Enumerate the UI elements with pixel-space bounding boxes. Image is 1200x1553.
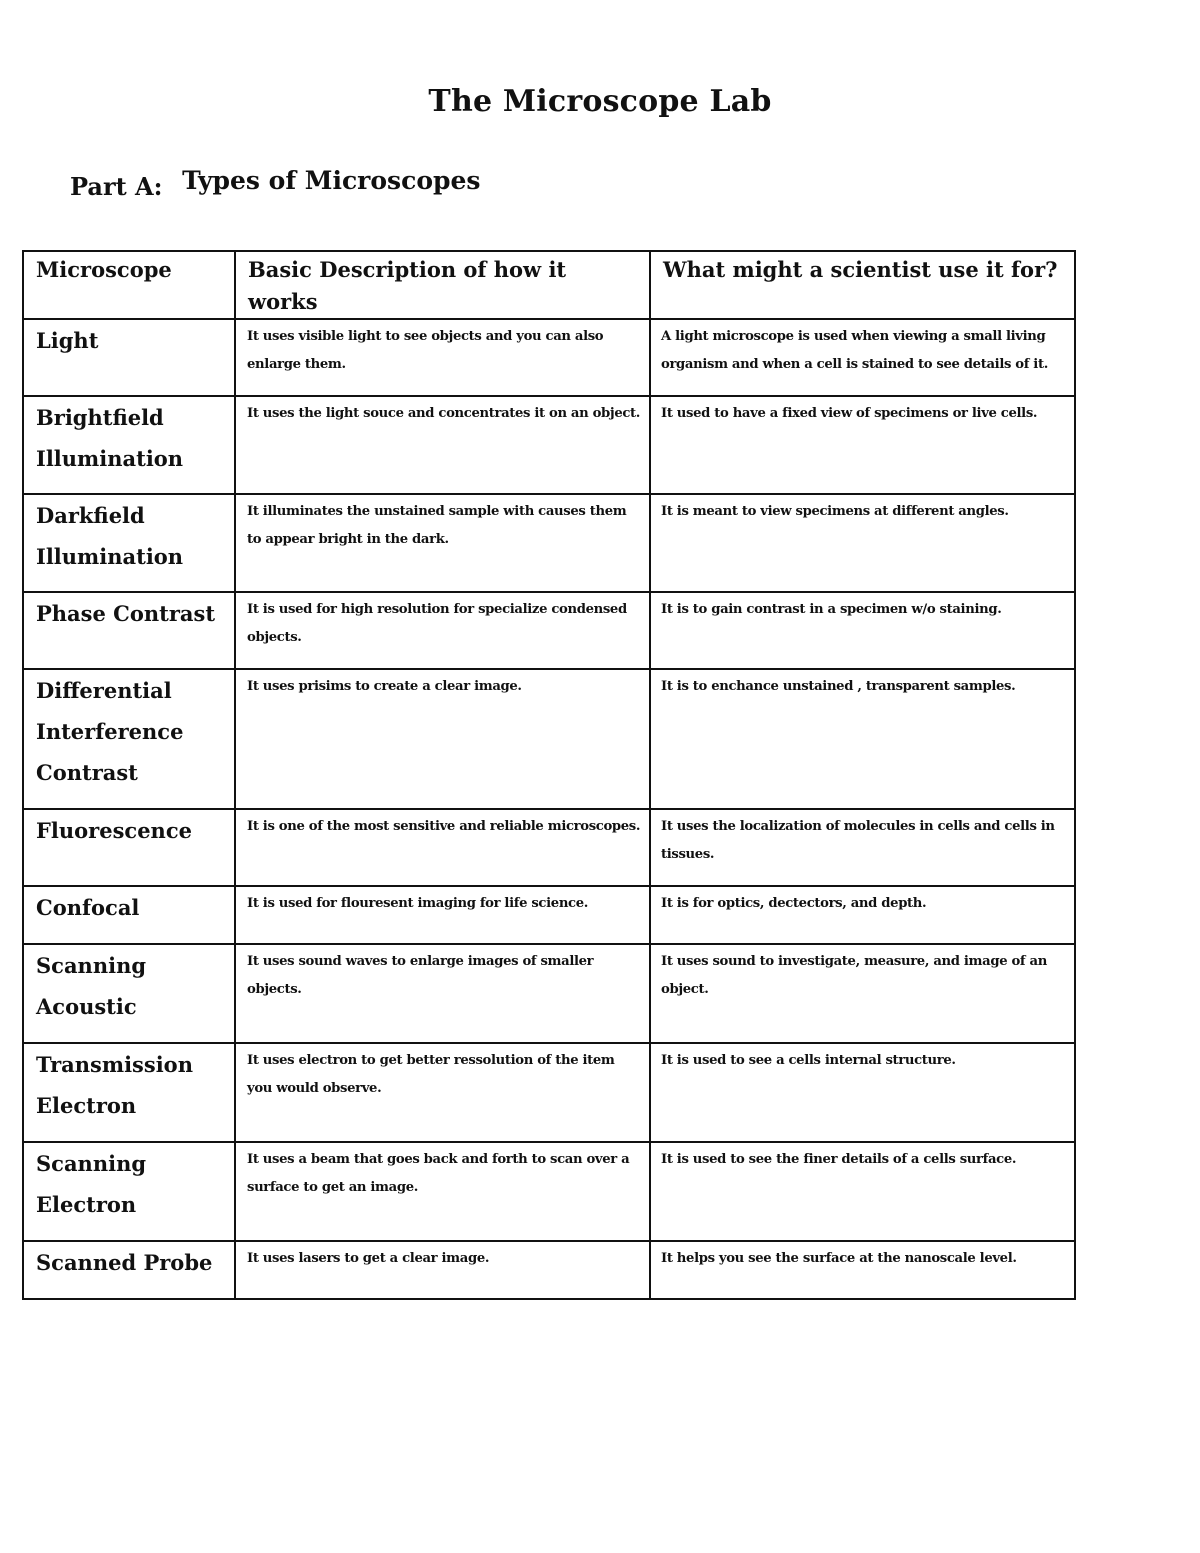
microscope-description: It uses a beam that goes back and forth to scan over a surface to get an image. bbox=[235, 1142, 650, 1241]
header-description: Basic Description of how it works bbox=[235, 251, 650, 319]
microscope-use: It uses the localization of molecules in cells and cells in tissues. bbox=[650, 809, 1075, 886]
microscope-use: It is used to see the finer details of a cells surface. bbox=[650, 1142, 1075, 1241]
microscope-description: It uses sound waves to enlarge images of smaller objects. bbox=[235, 944, 650, 1043]
microscope-use: It is to enchance unstained , transparent samples. bbox=[650, 669, 1075, 809]
microscope-name: Differential Interference Contrast bbox=[23, 669, 235, 809]
microscope-name: Scanning Acoustic bbox=[23, 944, 235, 1043]
table-row bbox=[23, 592, 1075, 669]
microscope-name: Fluorescence bbox=[23, 809, 235, 886]
microscope-use: It used to have a fixed view of specimens or live cells. bbox=[650, 396, 1075, 494]
table-row bbox=[23, 809, 1075, 886]
microscope-use: It is used to see a cells internal structure. bbox=[650, 1043, 1075, 1142]
table-row bbox=[23, 944, 1075, 1043]
table-row bbox=[23, 396, 1075, 494]
table-header-row bbox=[23, 251, 1075, 319]
microscope-use: It is meant to view specimens at different angles. bbox=[650, 494, 1075, 592]
microscope-use: It is for optics, dectectors, and depth. bbox=[650, 886, 1075, 944]
microscope-description: It is used for high resolution for specialize condensed objects. bbox=[235, 592, 650, 669]
microscope-description: It uses electron to get better ressolution of the item you would observe. bbox=[235, 1043, 650, 1142]
microscope-table bbox=[22, 250, 1076, 1300]
microscope-description: It uses lasers to get a clear image. bbox=[235, 1241, 650, 1299]
microscope-name: Phase Contrast bbox=[23, 592, 235, 669]
header-microscope: Microscope bbox=[23, 251, 235, 319]
microscope-use: A light microscope is used when viewing a small living organism and when a cell is stained to see details of it. bbox=[650, 319, 1075, 396]
table-row bbox=[23, 494, 1075, 592]
part-title: Types of Microscopes bbox=[182, 166, 481, 195]
table-row bbox=[23, 1241, 1075, 1299]
microscope-description: It uses prisims to create a clear image. bbox=[235, 669, 650, 809]
microscope-name: Transmission Electron bbox=[23, 1043, 235, 1142]
header-use: What might a scientist use it for? bbox=[650, 251, 1075, 319]
microscope-use: It helps you see the surface at the nanoscale level. bbox=[650, 1241, 1075, 1299]
microscope-name: Darkfield Illumination bbox=[23, 494, 235, 592]
microscope-name: Brightfield Illumination bbox=[23, 396, 235, 494]
part-label: Part A: bbox=[70, 172, 163, 201]
microscope-use: It uses sound to investigate, measure, and image of an object. bbox=[650, 944, 1075, 1043]
microscope-description: It is used for flouresent imaging for life science. bbox=[235, 886, 650, 944]
microscope-name: Confocal bbox=[23, 886, 235, 944]
table-row bbox=[23, 1043, 1075, 1142]
microscope-name: Light bbox=[23, 319, 235, 396]
microscope-description: It uses the light souce and concentrates it on an object. bbox=[235, 396, 650, 494]
microscope-description: It uses visible light to see objects and you can also enlarge them. bbox=[235, 319, 650, 396]
table-row bbox=[23, 886, 1075, 944]
microscope-description: It illuminates the unstained sample with causes them to appear bright in the dark. bbox=[235, 494, 650, 592]
microscope-description: It is one of the most sensitive and reliable microscopes. bbox=[235, 809, 650, 886]
document-title: The Microscope Lab bbox=[428, 84, 772, 119]
table-row bbox=[23, 669, 1075, 809]
table-row bbox=[23, 319, 1075, 396]
microscope-use: It is to gain contrast in a specimen w/o staining. bbox=[650, 592, 1075, 669]
table-row bbox=[23, 1142, 1075, 1241]
microscope-name: Scanning Electron bbox=[23, 1142, 235, 1241]
microscope-name: Scanned Probe bbox=[23, 1241, 235, 1299]
part-heading bbox=[70, 166, 481, 201]
